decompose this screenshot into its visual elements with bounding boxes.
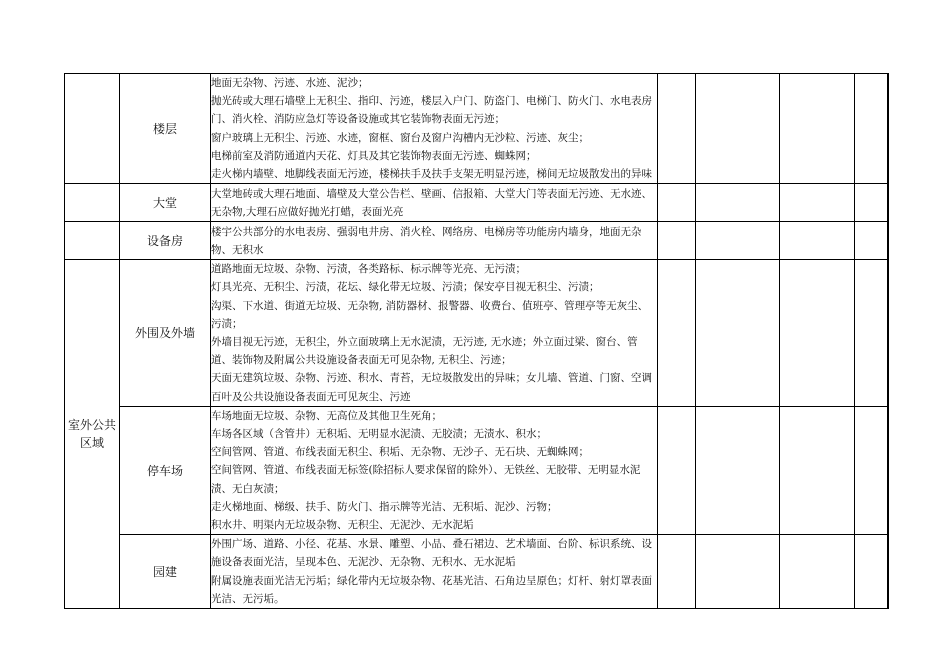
- table-row: [65, 74, 889, 184]
- standard-line: 走火梯内墙壁、地脚线表面无污迹，楼梯扶手及扶手支架无明显污迹，梯间无垃圾散发出的异味: [211, 168, 652, 181]
- standard-line: 楼宇公共部分的水电表房、强弱电井房、消火栓、网络房、电梯房等功能房内墙身，地面无杂物、无积水: [211, 225, 642, 256]
- standard-cell: [211, 406, 658, 534]
- subarea-cell: 停车场: [120, 406, 211, 534]
- area-cell: [65, 184, 120, 222]
- standard-line: 灯具光亮、无积尘、污渍，花坛、绿化带无垃圾、污渍；保安亭目视无积尘、污渍；: [211, 281, 600, 294]
- check-cell[interactable]: [696, 184, 780, 222]
- standard-line: 走火梯地面、梯级、扶手、防火门、指示牌等光洁、无积垢、泥沙、污物；: [211, 500, 558, 513]
- table-row: [65, 406, 889, 534]
- area-cell: 室外公共区域: [65, 260, 120, 609]
- check-cell[interactable]: [888, 535, 889, 609]
- check-cell[interactable]: [780, 222, 855, 260]
- check-cell[interactable]: [780, 260, 855, 407]
- check-cell[interactable]: [888, 222, 889, 260]
- check-cell[interactable]: [658, 406, 696, 534]
- standard-line: 外墙目视无污迹，无积尘，外立面玻璃上无水泥渍，无污迹, 无水迹；外立面过梁、窗台、管道、装饰物及附属公共设施设备表面无可见杂物, 无积尘、污迹；: [211, 336, 638, 367]
- area-cell: [65, 74, 120, 184]
- check-cell[interactable]: [696, 74, 780, 184]
- check-cell[interactable]: [855, 260, 888, 407]
- check-cell[interactable]: [696, 535, 780, 609]
- check-cell[interactable]: [855, 184, 888, 222]
- check-cell[interactable]: [888, 184, 889, 222]
- check-cell[interactable]: [855, 406, 888, 534]
- check-cell[interactable]: [658, 74, 696, 184]
- standard-line: 外围广场、道路、小径、花基、水景、雕塑、小品、叠石裙边、艺术墙面、台阶、标识系统、设施设备表面光洁，呈现本色、无泥沙、无杂物、无积水、无水泥垢: [211, 538, 652, 569]
- standard-line: 空间管网、管道、布线表面无积尘、积垢、无杂物、无沙子、无石块、无蜘蛛网；: [211, 446, 589, 459]
- table-row: [65, 222, 889, 260]
- check-cell[interactable]: [658, 222, 696, 260]
- standard-line: 附属设施表面光洁无污垢；绿化带内无垃圾杂物、花基光洁、石角边呈原色；灯杆、射灯罩表面光洁、无污垢。: [211, 574, 652, 605]
- subarea-cell: 园建: [120, 535, 211, 609]
- standard-cell: [211, 222, 658, 260]
- subarea-cell: 大堂: [120, 184, 211, 222]
- check-cell[interactable]: [696, 406, 780, 534]
- check-cell[interactable]: [855, 535, 888, 609]
- check-cell[interactable]: [855, 222, 888, 260]
- check-cell[interactable]: [888, 406, 889, 534]
- standard-line: 车场各区域（含管井）无积垢、无明显水泥渍、无胶渍；无渍水、积水；: [211, 428, 547, 441]
- check-cell[interactable]: [780, 406, 855, 534]
- check-cell[interactable]: [780, 74, 855, 184]
- inspection-table: [64, 73, 889, 609]
- standard-line: 道路地面无垃圾、杂物、污渍，各类路标、标示牌等光亮、无污渍；: [211, 263, 526, 276]
- table-row: [65, 535, 889, 609]
- standard-line: 抛光砖或大理石墙壁上无积尘、指印、污迹，楼层入户门、防盗门、电梯门、防火门、水电表房门、消火栓、消防应急灯等设备设施或其它装饰物表面无污迹；: [211, 95, 652, 126]
- standard-line: 空间管网、管道、布线表面无标签(除招标人要求保留的除外）、无铁丝、无胶带、无明显水泥渍、无白灰渍；: [211, 464, 641, 495]
- standard-line: 积水井、明渠内无垃圾杂物、无积尘、无泥沙、无水泥垢: [211, 519, 474, 532]
- subarea-cell: 设备房: [120, 222, 211, 260]
- standard-line: 沟渠、下水道、街道无垃圾、无杂物, 消防器材、报警器、收费台、值班亭、管理亭等无灰尘、污渍；: [211, 299, 649, 330]
- table-row: [65, 184, 889, 222]
- check-cell[interactable]: [780, 184, 855, 222]
- check-cell[interactable]: [658, 260, 696, 407]
- check-cell[interactable]: [696, 222, 780, 260]
- subarea-cell: 外围及外墙: [120, 260, 211, 407]
- standard-line: 窗户玻璃上无积尘、污迹、水迹，窗框、窗台及窗户沟槽内无沙粒、污迹、灰尘；: [211, 131, 589, 144]
- check-cell[interactable]: [696, 260, 780, 407]
- standard-line: 车场地面无垃圾、杂物、无高位及其他卫生死角；: [211, 409, 442, 422]
- standard-cell: [211, 74, 658, 184]
- standard-cell: [211, 535, 658, 609]
- check-cell[interactable]: [888, 74, 889, 184]
- standard-cell: [211, 260, 658, 407]
- standard-line: 电梯前室及消防通道内天花、灯具及其它装饰物表面无污迹、蜘蛛网；: [211, 149, 537, 162]
- table-row: [65, 260, 889, 407]
- subarea-cell: 楼层: [120, 74, 211, 184]
- standard-line: 地面无杂物、污迹、水迹、泥沙；: [211, 77, 369, 89]
- check-cell[interactable]: [658, 184, 696, 222]
- area-cell: [65, 222, 120, 260]
- check-cell[interactable]: [888, 260, 889, 407]
- standard-line: 天面无建筑垃圾、杂物、污迹、积水、青苔，无垃圾散发出的异味；女儿墙、管道、门窗、空调百叶及公共设施设备表面无可见灰尘、污迹: [211, 372, 652, 403]
- standard-line: 大堂地砖或大理石地面、墙壁及大堂公告栏、壁画、信报箱、大堂大门等表面无污迹、无水迹、无杂物,大理石应做好抛光打蜡，表面光亮: [211, 187, 652, 218]
- check-cell[interactable]: [658, 535, 696, 609]
- check-cell[interactable]: [855, 74, 888, 184]
- check-cell[interactable]: [780, 535, 855, 609]
- standard-cell: [211, 184, 658, 222]
